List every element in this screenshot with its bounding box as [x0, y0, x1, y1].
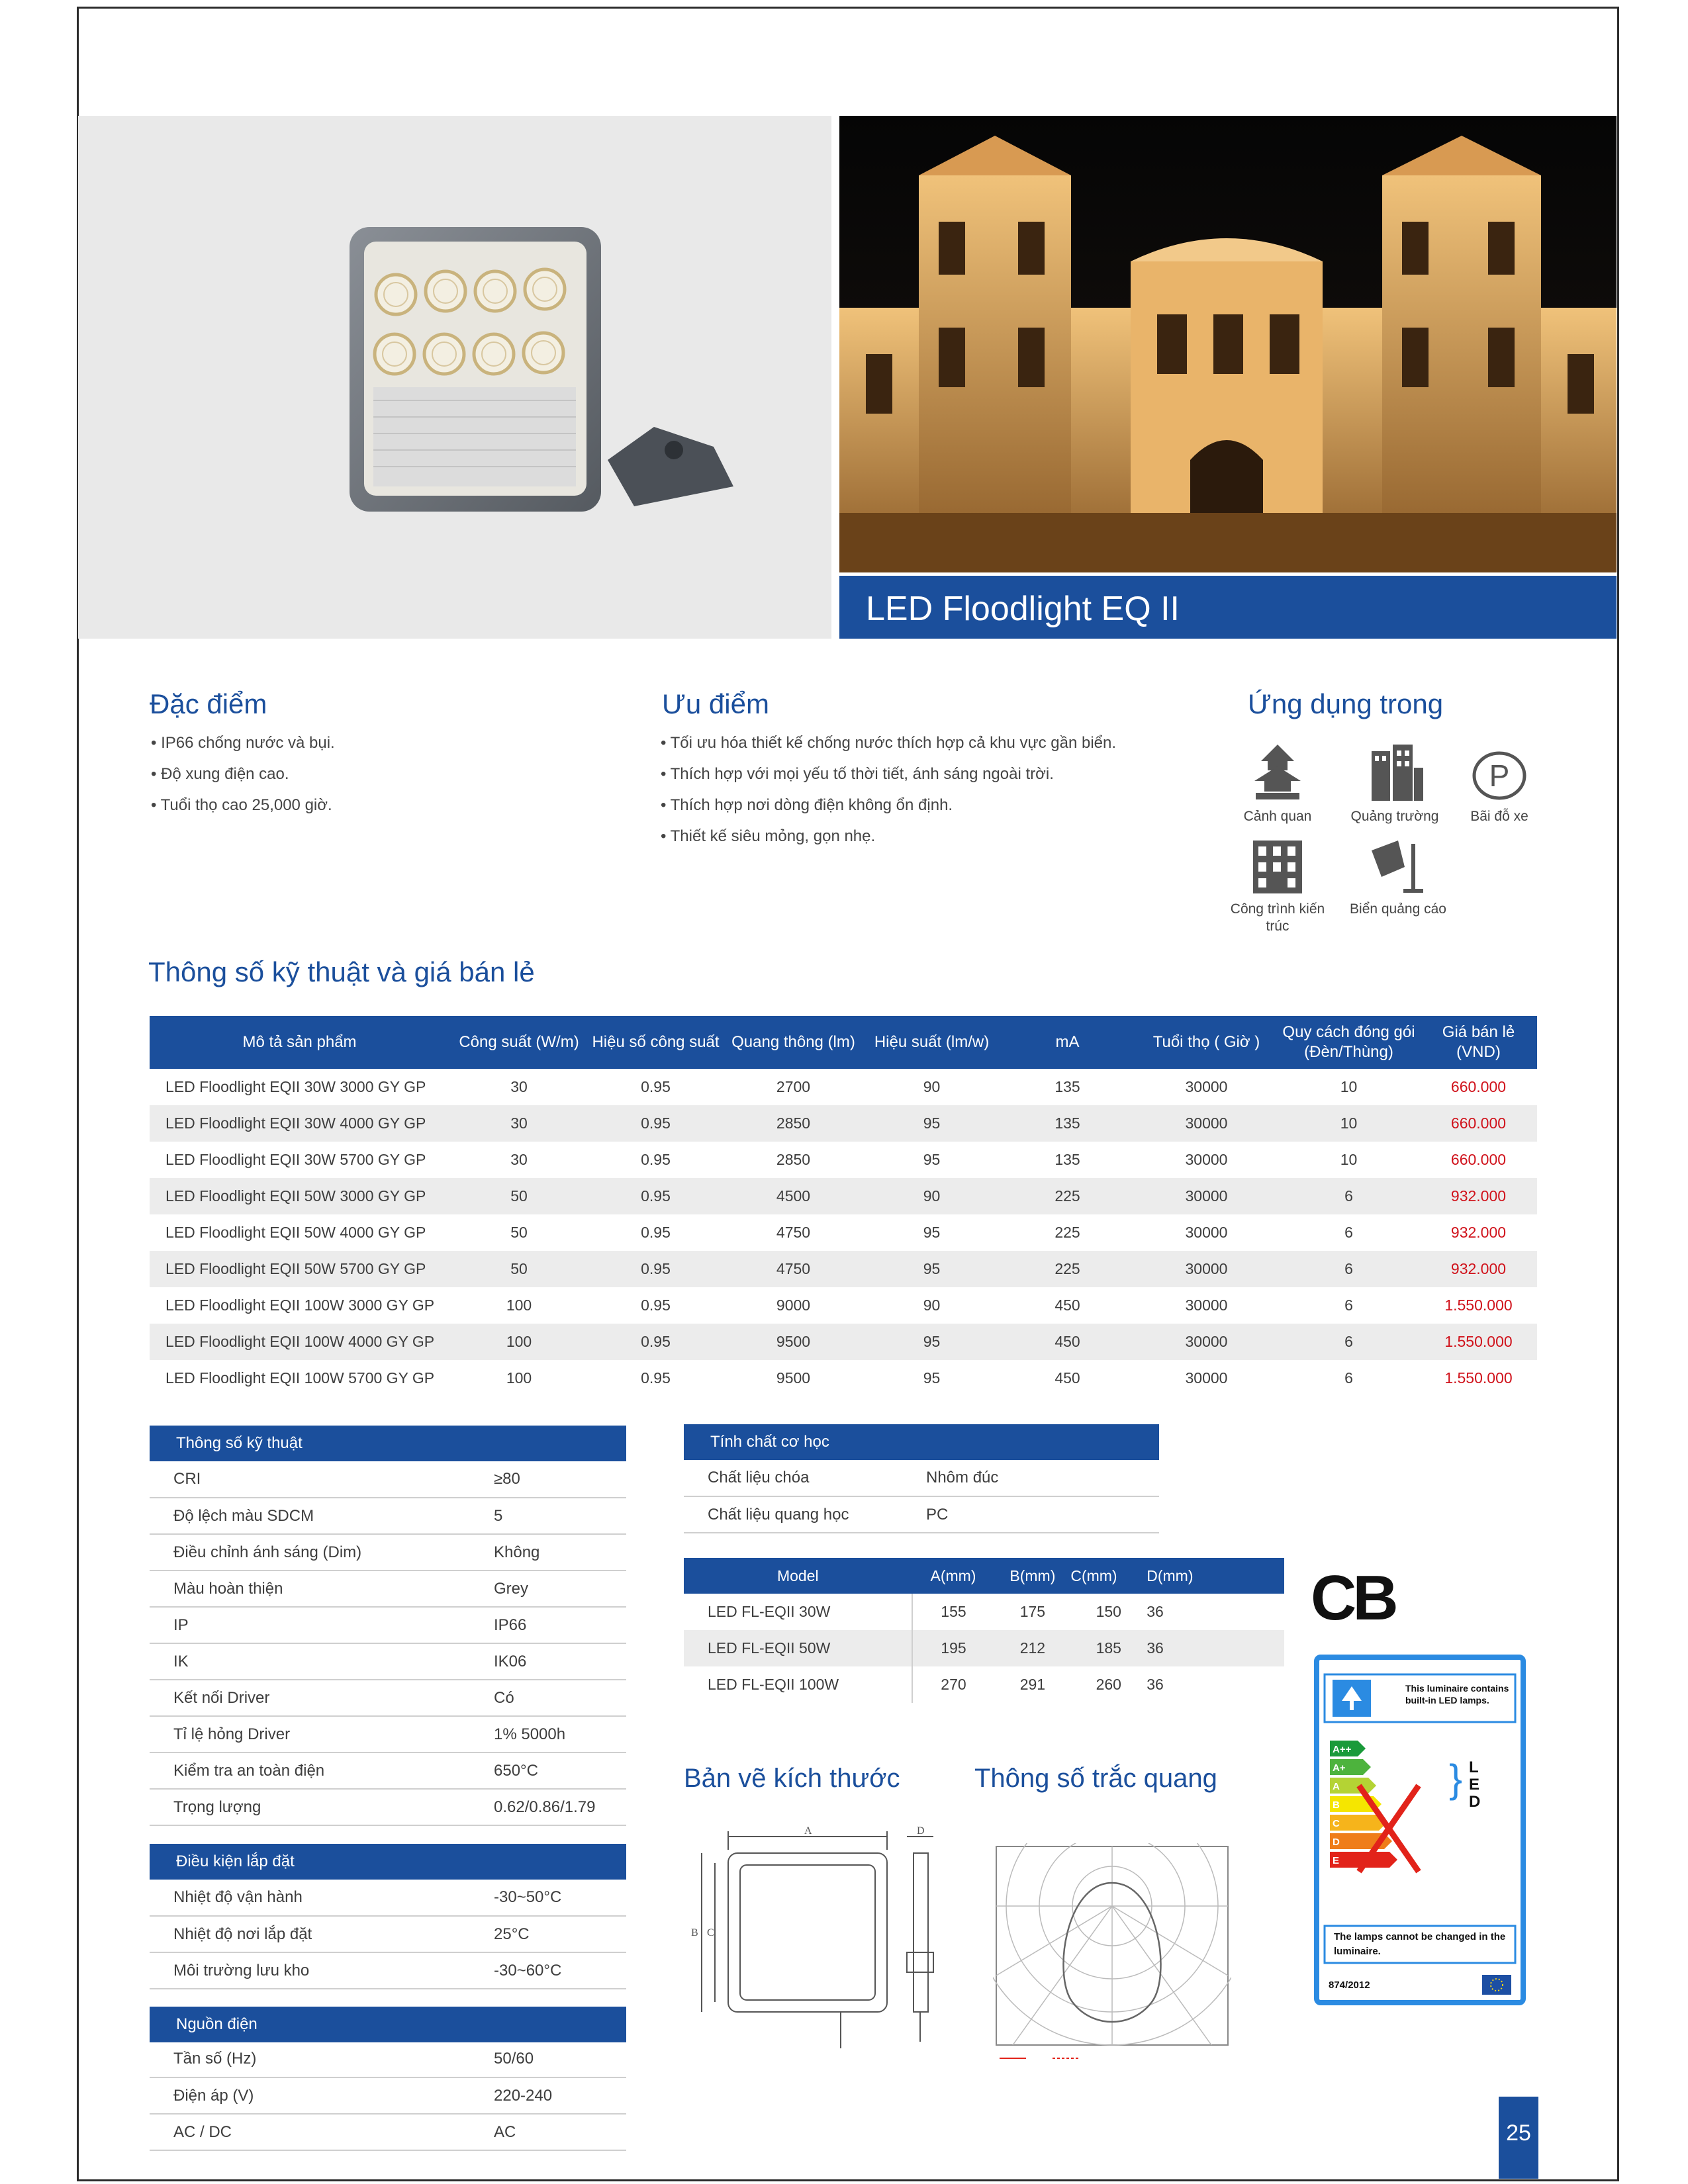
- table-row: [150, 1105, 1537, 1142]
- table-row: [150, 1360, 1537, 1396]
- install-heading: Điều kiện lắp đặt: [150, 1844, 626, 1880]
- table-cell: 100: [506, 1369, 532, 1387]
- table-cell: 932.000: [1450, 1224, 1507, 1241]
- table-row: [684, 1630, 1284, 1666]
- spec-label: AC / DC: [150, 2114, 494, 2150]
- spec-price-heading: Thông số kỹ thuật và giá bán lẻ: [148, 956, 535, 987]
- parking-icon: [1470, 748, 1529, 804]
- table-cell: 1.550.000: [1444, 1297, 1513, 1314]
- table-cell: 36: [1147, 1603, 1164, 1620]
- table-cell: 30: [510, 1151, 528, 1168]
- table-cell: 932.000: [1420, 1178, 1537, 1214]
- spec-value: Có: [494, 1680, 626, 1716]
- svg-text:}: }: [1449, 1756, 1463, 1801]
- table-cell: 195: [912, 1630, 995, 1666]
- energy-class: A: [1333, 1781, 1340, 1792]
- building-photo: [839, 116, 1617, 572]
- table-cell: 185: [1070, 1630, 1147, 1666]
- price-table: [150, 1016, 1537, 1396]
- title-bar: [839, 576, 1617, 639]
- spec-value: -30~50°C: [494, 1880, 626, 1916]
- table-row: [684, 1666, 1284, 1703]
- advantages-heading: Ưu điểm: [662, 688, 769, 719]
- table-row: [150, 1680, 626, 1716]
- table-row: [150, 1916, 626, 1952]
- spec-value: 1% 5000h: [494, 1716, 626, 1752]
- column-header: Quang thông (lm): [723, 1016, 864, 1069]
- mechanical-heading: Tính chất cơ học: [684, 1424, 1159, 1460]
- table-cell: 90: [864, 1178, 1000, 1214]
- drawing-heading: Bản vẽ kích thước: [684, 1764, 900, 1793]
- spec-value: 25°C: [494, 1916, 626, 1952]
- spec-value: 5: [494, 1498, 626, 1534]
- table-cell: 95: [923, 1151, 941, 1168]
- column-header: D(mm): [1147, 1558, 1284, 1594]
- table-row: [150, 1716, 626, 1752]
- table-header-row: [684, 1558, 1284, 1594]
- table-cell: 95: [923, 1224, 941, 1241]
- column-header: Model: [684, 1558, 912, 1594]
- spec-label: Nhiệt độ vận hành: [150, 1880, 494, 1916]
- office-building-icon: [1248, 837, 1307, 897]
- table-cell: 4750: [776, 1224, 811, 1241]
- table-cell: 30000: [1135, 1178, 1278, 1214]
- energy-label: [1314, 1655, 1526, 2005]
- table-cell: 0.95: [641, 1224, 671, 1241]
- table-row: [150, 1178, 1537, 1214]
- table-cell: 30: [510, 1078, 528, 1095]
- table-cell: 6: [1344, 1369, 1353, 1387]
- table-cell: 4500: [723, 1178, 864, 1214]
- spec-label: IK: [150, 1643, 494, 1680]
- list-item: • IP66 chống nước và bụi.: [151, 727, 335, 758]
- table-row: [150, 1789, 626, 1825]
- table-header-row: [150, 1016, 1537, 1069]
- table-row: [150, 1880, 626, 1916]
- table-cell: 225: [1000, 1178, 1135, 1214]
- table-cell: 100: [449, 1324, 588, 1360]
- table-row: [150, 1214, 1537, 1251]
- led-letters: LED: [1469, 1759, 1481, 1811]
- spec-label: Chất liệu chóa: [684, 1460, 926, 1496]
- energy-contains: This luminaire contains built-in LED lamps.: [1405, 1683, 1509, 1706]
- svg-text:B: B: [691, 1927, 698, 1938]
- table-cell: LED Floodlight EQII 100W 4000 GY GP: [150, 1324, 449, 1360]
- regulation-number: 874/2012: [1329, 1979, 1370, 1991]
- spec-label: Điều chỉnh ánh sáng (Dim): [150, 1534, 494, 1570]
- table-row: [684, 1460, 1159, 1496]
- table-cell: 2850: [723, 1105, 864, 1142]
- energy-class: A+: [1333, 1762, 1346, 1774]
- spec-label: Tỉ lệ hỏng Driver: [150, 1716, 494, 1752]
- table-cell: 50: [449, 1178, 588, 1214]
- features-heading: Đặc điểm: [150, 688, 267, 719]
- svg-text:C: C: [707, 1927, 714, 1938]
- table-row: [684, 1496, 1159, 1533]
- column-header: B(mm): [994, 1558, 1070, 1594]
- table-cell: 270: [941, 1676, 966, 1693]
- table-cell: 95: [864, 1251, 1000, 1287]
- spec-label: Màu hoàn thiện: [150, 1570, 494, 1607]
- table-cell: 10: [1278, 1105, 1420, 1142]
- table-cell: 6: [1344, 1297, 1353, 1314]
- table-row: [150, 1534, 626, 1570]
- svg-text:P: P: [1489, 758, 1510, 793]
- power-table: [150, 2041, 626, 2151]
- table-cell: 9000: [776, 1297, 811, 1314]
- table-cell: 135: [1055, 1078, 1080, 1095]
- svg-text:A: A: [804, 1825, 812, 1837]
- table-cell: 6: [1344, 1224, 1353, 1241]
- spec-value: Nhôm đúc: [926, 1460, 1159, 1496]
- table-cell: 30000: [1185, 1369, 1228, 1387]
- spec-value: 220-240: [494, 2077, 626, 2114]
- table-row: [684, 1594, 1284, 1630]
- table-cell: 660.000: [1450, 1078, 1507, 1095]
- city-buildings-icon: [1365, 741, 1425, 804]
- table-row: [150, 1498, 626, 1534]
- table-row: [150, 1461, 626, 1498]
- app-label: Cảnh quan: [1243, 809, 1312, 824]
- features-list: [151, 727, 335, 821]
- table-row: [150, 1251, 1537, 1287]
- table-cell: 225: [1055, 1224, 1080, 1241]
- table-cell: LED Floodlight EQII 50W 5700 GY GP: [150, 1251, 449, 1287]
- table-row: [150, 2077, 626, 2114]
- billboard-light-icon: [1365, 837, 1431, 897]
- table-cell: LED Floodlight EQII 50W 4000 GY GP: [165, 1224, 426, 1241]
- table-cell: 9500: [723, 1324, 864, 1360]
- table-cell: 95: [864, 1324, 1000, 1360]
- table-cell: 291: [1019, 1676, 1046, 1693]
- app-architecture: [1221, 837, 1334, 935]
- eu-flag-icon: [1482, 1975, 1511, 1995]
- table-cell: 0.95: [588, 1178, 723, 1214]
- energy-class: C: [1333, 1818, 1340, 1829]
- app-square: [1338, 741, 1451, 825]
- table-cell: 0.95: [588, 1251, 723, 1287]
- table-cell: 2850: [776, 1151, 811, 1168]
- power-heading: Nguồn điện: [150, 2007, 626, 2042]
- spec-label: Chất liệu quang học: [684, 1496, 926, 1533]
- dimension-drawing: [688, 1823, 960, 2088]
- table-cell: 150: [1096, 1603, 1121, 1620]
- spec-label: Môi trường lưu kho: [150, 1952, 494, 1989]
- app-billboard: [1342, 837, 1454, 918]
- table-row: [150, 1287, 1537, 1324]
- table-cell: 9500: [776, 1369, 811, 1387]
- table-cell: 0.95: [588, 1324, 723, 1360]
- app-landscape: [1221, 741, 1334, 825]
- energy-note: The lamps cannot be changed in the luminaire.: [1334, 1931, 1506, 1957]
- table-cell: 50: [510, 1224, 528, 1241]
- table-cell: 30000: [1135, 1251, 1278, 1287]
- app-parking: [1443, 748, 1556, 825]
- column-header: Mô tả sản phẩm: [150, 1016, 449, 1069]
- spec-value: -30~60°C: [494, 1952, 626, 1989]
- table-cell: 30000: [1185, 1078, 1228, 1095]
- energy-class: A++: [1333, 1744, 1352, 1755]
- list-item: • Thích hợp nơi dòng điện không ổn định.: [661, 790, 1116, 821]
- table-cell: 100: [506, 1297, 532, 1314]
- app-label: Quảng trường: [1350, 809, 1439, 824]
- column-header: mA: [1000, 1016, 1135, 1069]
- table-cell: 225: [1000, 1251, 1135, 1287]
- column-header: Giá bán lẻ (VND): [1420, 1016, 1537, 1069]
- advantages-list: [661, 727, 1116, 852]
- table-cell: 95: [923, 1369, 941, 1387]
- table-cell: 10: [1340, 1151, 1358, 1168]
- install-table: [150, 1880, 626, 1989]
- table-cell: 90: [923, 1078, 941, 1095]
- app-label: Biển quảng cáo: [1350, 901, 1446, 917]
- table-row: [150, 1952, 626, 1989]
- table-cell: 450: [1055, 1297, 1080, 1314]
- table-cell: LED Floodlight EQII 50W 3000 GY GP: [150, 1178, 449, 1214]
- table-cell: 1.550.000: [1420, 1324, 1537, 1360]
- table-cell: 450: [1000, 1324, 1135, 1360]
- table-cell: 2700: [776, 1078, 811, 1095]
- table-cell: 90: [923, 1297, 941, 1314]
- spec-label: IP: [150, 1607, 494, 1643]
- spec-value: 0.62/0.86/1.79: [494, 1789, 626, 1825]
- table-cell: 95: [864, 1105, 1000, 1142]
- spec-value: PC: [926, 1496, 1159, 1533]
- table-cell: LED Floodlight EQII 30W 4000 GY GP: [150, 1105, 449, 1142]
- page-number: 25: [1499, 2097, 1538, 2179]
- cb-mark: CB: [1311, 1563, 1395, 1633]
- table-cell: 30000: [1185, 1151, 1228, 1168]
- column-header: A(mm): [912, 1558, 995, 1594]
- table-cell: 6: [1278, 1178, 1420, 1214]
- photometric-diagram: [993, 1843, 1231, 2068]
- table-cell: 30000: [1185, 1297, 1228, 1314]
- applications-heading: Ứng dụng trong: [1248, 688, 1444, 719]
- table-cell: 135: [1055, 1151, 1080, 1168]
- pagoda-icon: [1248, 741, 1307, 804]
- table-cell: 0.95: [641, 1151, 671, 1168]
- table-cell: 36: [1147, 1630, 1284, 1666]
- table-cell: 450: [1055, 1369, 1080, 1387]
- list-item: • Thích hợp với mọi yếu tố thời tiết, ánh sáng ngoài trời.: [661, 758, 1116, 790]
- spec-value: ≥80: [494, 1461, 626, 1498]
- table-cell: 50: [449, 1251, 588, 1287]
- table-cell: 30000: [1135, 1105, 1278, 1142]
- table-cell: 212: [994, 1630, 1070, 1666]
- table-row: [150, 1142, 1537, 1178]
- spec-value: Grey: [494, 1570, 626, 1607]
- table-cell: LED Floodlight EQII 100W 3000 GY GP: [165, 1297, 435, 1314]
- table-cell: 30000: [1135, 1324, 1278, 1360]
- table-row: [150, 1607, 626, 1643]
- table-cell: 175: [1019, 1603, 1046, 1620]
- dimension-table: [684, 1558, 1285, 1703]
- table-cell: 660.000: [1450, 1151, 1507, 1168]
- mechanical-table: [684, 1460, 1159, 1533]
- spec-value: IP66: [494, 1607, 626, 1643]
- spec-value: Không: [494, 1534, 626, 1570]
- table-row: [150, 1570, 626, 1607]
- table-cell: 6: [1278, 1324, 1420, 1360]
- table-cell: 0.95: [641, 1369, 671, 1387]
- spec-label: Kiểm tra an toàn điện: [150, 1752, 494, 1789]
- product-image: [78, 116, 831, 639]
- table-cell: 36: [1147, 1676, 1164, 1693]
- column-header: Quy cách đóng gói (Đèn/Thùng): [1278, 1016, 1420, 1069]
- table-row: [150, 2041, 626, 2077]
- table-cell: 0.95: [641, 1297, 671, 1314]
- table-cell: 30: [449, 1105, 588, 1142]
- table-row: [150, 1752, 626, 1789]
- column-header: Hiệu số công suất: [588, 1016, 723, 1069]
- table-row: [150, 1324, 1537, 1360]
- table-row: [150, 1643, 626, 1680]
- column-header: Tuổi thọ ( Giờ ): [1135, 1016, 1278, 1069]
- spec-label: CRI: [150, 1461, 494, 1498]
- list-item: • Độ xung điện cao.: [151, 758, 335, 790]
- table-cell: 30000: [1185, 1224, 1228, 1241]
- product-title: LED Floodlight EQ II: [866, 590, 1180, 628]
- table-cell: LED FL-EQII 30W: [684, 1594, 912, 1630]
- energy-class: E: [1333, 1855, 1340, 1866]
- table-cell: 155: [941, 1603, 966, 1620]
- spec-value: IK06: [494, 1643, 626, 1680]
- spec-label: Điện áp (V): [150, 2077, 494, 2114]
- table-cell: 4750: [723, 1251, 864, 1287]
- column-header: Công suất (W/m): [449, 1016, 588, 1069]
- column-header: C(mm): [1070, 1558, 1147, 1594]
- table-cell: 1.550.000: [1444, 1369, 1513, 1387]
- table-cell: 6: [1278, 1251, 1420, 1287]
- spec-label: Trọng lượng: [150, 1789, 494, 1825]
- spec-label: Nhiệt độ nơi lắp đặt: [150, 1916, 494, 1952]
- table-cell: 10: [1340, 1078, 1358, 1095]
- tech-spec-heading: Thông số kỹ thuật: [150, 1426, 626, 1461]
- table-cell: 932.000: [1420, 1251, 1537, 1287]
- photometric-heading: Thông số trắc quang: [974, 1764, 1217, 1793]
- list-item: • Tối ưu hóa thiết kế chống nước thích hợp cả khu vực gần biển.: [661, 727, 1116, 758]
- energy-class: D: [1333, 1837, 1340, 1848]
- table-row: [150, 1069, 1537, 1105]
- tech-spec-table: [150, 1461, 626, 1826]
- spec-label: Độ lệch màu SDCM: [150, 1498, 494, 1534]
- table-cell: 135: [1000, 1105, 1135, 1142]
- column-header: Hiệu suất (lm/w): [864, 1016, 1000, 1069]
- table-cell: 260: [1096, 1676, 1121, 1693]
- list-item: • Tuổi thọ cao 25,000 giờ.: [151, 790, 335, 821]
- table-row: [150, 2114, 626, 2150]
- app-label: Bãi đỗ xe: [1470, 809, 1528, 824]
- table-cell: 0.95: [641, 1078, 671, 1095]
- table-cell: 0.95: [588, 1105, 723, 1142]
- table-cell: LED FL-EQII 100W: [684, 1666, 912, 1703]
- energy-class: B: [1333, 1799, 1340, 1811]
- table-cell: LED Floodlight EQII 30W 3000 GY GP: [165, 1078, 426, 1095]
- table-cell: LED Floodlight EQII 30W 5700 GY GP: [165, 1151, 426, 1168]
- table-cell: LED FL-EQII 50W: [684, 1630, 912, 1666]
- table-cell: 660.000: [1420, 1105, 1537, 1142]
- svg-text:D: D: [917, 1825, 925, 1837]
- spec-value: AC: [494, 2114, 626, 2150]
- app-label: Công trình kiến trúc: [1230, 901, 1325, 934]
- spec-label: Kết nối Driver: [150, 1680, 494, 1716]
- list-item: • Thiết kế siêu mỏng, gọn nhẹ.: [661, 821, 1116, 852]
- spec-value: 650°C: [494, 1752, 626, 1789]
- spec-label: Tần số (Hz): [150, 2041, 494, 2077]
- spec-value: 50/60: [494, 2041, 626, 2077]
- table-cell: LED Floodlight EQII 100W 5700 GY GP: [165, 1369, 435, 1387]
